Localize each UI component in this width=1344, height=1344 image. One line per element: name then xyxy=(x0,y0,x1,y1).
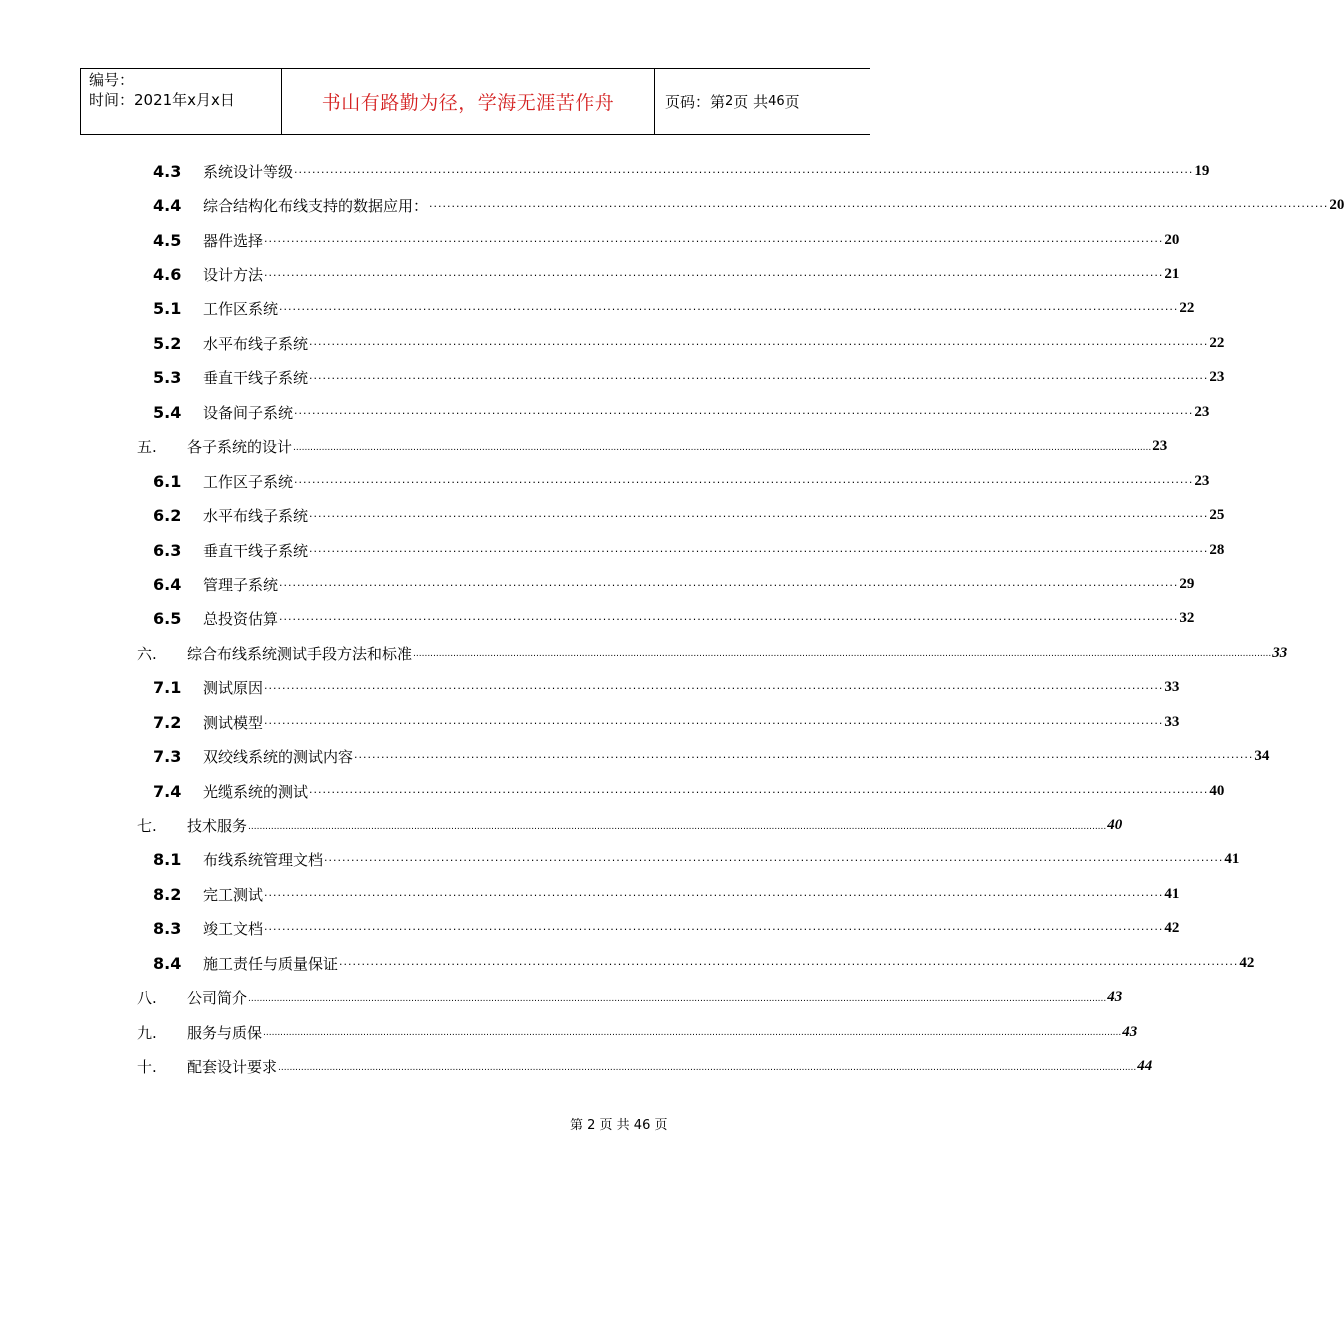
toc-entry-page: 19 xyxy=(1194,162,1210,179)
toc-entry-title: 完工测试 xyxy=(203,885,264,904)
toc-entry[interactable] xyxy=(137,292,1195,326)
toc-entry[interactable] xyxy=(137,877,1180,911)
toc-entry-number: 8.1 xyxy=(153,850,182,870)
toc-dot-leader: ········································································································································································································ xyxy=(429,200,1329,214)
toc-entry-title: 竣工文档 xyxy=(203,920,264,939)
toc-dot-leader: ............................................................................................................................................................................................................................................................................................................ xyxy=(278,1062,1137,1073)
toc-entry-page: 40 xyxy=(1107,817,1123,834)
toc-entry-number: 五. xyxy=(137,438,157,457)
toc-entry-number: 8.2 xyxy=(153,884,182,904)
toc-entry-number: 4.3 xyxy=(153,161,182,181)
toc-entry-number: 六. xyxy=(137,644,157,663)
toc-entry-number: 十. xyxy=(137,1058,157,1077)
toc-entry-page: 22 xyxy=(1179,300,1195,317)
toc-entry-number: 5.2 xyxy=(153,333,182,353)
toc-entry-title: 施工责任与质量保证 xyxy=(203,954,339,973)
toc-entry-title: 技术服务 xyxy=(187,817,248,836)
toc-entry[interactable] xyxy=(137,1049,1153,1083)
toc-dot-leader: ............................................................................................................................................................................................................................................................................................................ xyxy=(248,821,1107,832)
toc-entry[interactable] xyxy=(137,705,1180,739)
toc-entry-page: 28 xyxy=(1209,541,1225,558)
toc-entry-page: 42 xyxy=(1164,920,1180,937)
toc-dot-leader: ········································································································································································································ xyxy=(309,785,1209,799)
toc-entry-number: 九. xyxy=(137,1023,157,1042)
header-meta-cell xyxy=(81,69,282,134)
toc-entry[interactable] xyxy=(137,946,1255,980)
toc-entry[interactable] xyxy=(137,395,1210,429)
toc-entry[interactable] xyxy=(137,257,1180,291)
toc-entry[interactable] xyxy=(137,912,1180,946)
toc-entry-page: 23 xyxy=(1152,438,1168,455)
toc-entry-page: 23 xyxy=(1194,472,1210,489)
toc-entry[interactable] xyxy=(137,774,1225,808)
toc-entry-page: 44 xyxy=(1137,1058,1153,1075)
toc-entry-title: 器件选择 xyxy=(203,231,264,250)
toc-entry[interactable] xyxy=(137,843,1240,877)
toc-entry-title: 布线系统管理文档 xyxy=(203,851,324,870)
toc-entry-number: 4.6 xyxy=(153,265,182,285)
page-prefix: 页码：第 xyxy=(665,93,726,111)
toc-dot-leader: ········································································································································································································ xyxy=(264,888,1164,902)
toc-entry-title: 水平布线子系统 xyxy=(203,334,309,353)
toc-entry-page: 41 xyxy=(1224,851,1240,868)
toc-entry-page: 33 xyxy=(1164,679,1180,696)
motto-text: 书山有路勤为径，学海无涯苦作舟 xyxy=(321,92,615,114)
toc-dot-leader: ········································································································································································································ xyxy=(264,923,1164,937)
toc-entry[interactable] xyxy=(137,223,1180,257)
toc-entry-title: 综合结构化布线支持的数据应用： xyxy=(203,197,429,216)
toc-dot-leader: ········································································································································································································ xyxy=(309,337,1209,351)
toc-dot-leader: ········································································································································································································ xyxy=(264,682,1164,696)
toc-dot-leader: ········································································································································································································ xyxy=(279,613,1179,627)
toc-entry-number: 5.4 xyxy=(153,402,182,422)
toc-entry[interactable] xyxy=(137,808,1123,842)
toc-dot-leader: ········································································································································································································ xyxy=(264,234,1164,248)
header-page-cell xyxy=(655,69,870,134)
toc-dot-leader: ········································································································································································································ xyxy=(294,406,1194,420)
toc-dot-leader: ········································································································································································································ xyxy=(309,372,1209,386)
toc-dot-leader: ········································································································································································································ xyxy=(294,475,1194,489)
toc-dot-leader: ········································································································································································································ xyxy=(309,510,1209,524)
toc-entry-page: 32 xyxy=(1179,610,1195,627)
toc-entry-title: 系统设计等级 xyxy=(203,162,294,181)
toc-entry-page: 23 xyxy=(1194,403,1210,420)
toc-entry-number: 七. xyxy=(137,817,157,836)
toc-dot-leader: ········································································································································································································ xyxy=(309,544,1209,558)
toc-entry-title: 服务与质保 xyxy=(187,1023,263,1042)
toc-entry-number: 6.5 xyxy=(153,609,182,629)
toc-entry-page: 43 xyxy=(1122,1023,1138,1040)
toc-entry-number: 八. xyxy=(137,989,157,1008)
toc-entry-number: 8.4 xyxy=(153,953,182,973)
toc-entry[interactable] xyxy=(137,567,1195,601)
toc-entry-number: 7.3 xyxy=(153,747,182,767)
toc-dot-leader: ········································································································································································································ xyxy=(294,165,1194,179)
page-suffix: 页 xyxy=(784,93,800,111)
toc-dot-leader: ········································································································································································································ xyxy=(264,269,1164,283)
toc-entry-title: 配套设计要求 xyxy=(187,1058,278,1077)
toc-entry[interactable] xyxy=(137,154,1210,188)
toc-dot-leader: ............................................................................................................................................................................................................................................................................................................ xyxy=(413,649,1272,660)
toc-entry[interactable] xyxy=(137,464,1210,498)
toc-entry-title: 工作区子系统 xyxy=(203,472,294,491)
toc-entry-title: 综合布线系统测试手段方法和标准 xyxy=(187,644,413,663)
toc-entry-number: 4.4 xyxy=(153,196,182,216)
toc-entry[interactable] xyxy=(137,533,1225,567)
toc-entry-page: 42 xyxy=(1239,954,1255,971)
toc-dot-leader: ········································································································································································································ xyxy=(264,716,1164,730)
toc-entry-page: 33 xyxy=(1164,713,1180,730)
toc-entry-title: 水平布线子系统 xyxy=(203,507,309,526)
page-mid: 页 共 xyxy=(733,93,769,111)
toc-entry[interactable] xyxy=(137,326,1225,360)
toc-dot-leader: ········································································································································································································ xyxy=(339,957,1239,971)
toc-entry-number: 7.1 xyxy=(153,678,182,698)
toc-dot-leader: ········································································································································································································ xyxy=(324,854,1224,868)
toc-entry[interactable] xyxy=(137,739,1270,773)
toc-entry-page: 43 xyxy=(1107,989,1123,1006)
toc-entry-title: 各子系统的设计 xyxy=(187,438,293,457)
toc-entry-title: 管理子系统 xyxy=(203,575,279,594)
toc-entry-number: 5.3 xyxy=(153,368,182,388)
toc-entry-title: 设备间子系统 xyxy=(203,403,294,422)
toc-dot-leader: ............................................................................................................................................................................................................................................................................................................ xyxy=(248,993,1107,1004)
toc-entry[interactable] xyxy=(137,430,1168,464)
toc-entry-title: 光缆系统的测试 xyxy=(203,782,309,801)
toc-entry-page: 20 xyxy=(1329,197,1344,214)
toc-entry-title: 设计方法 xyxy=(203,266,264,285)
toc-entry-page: 29 xyxy=(1179,575,1195,592)
toc-entry-title: 垂直干线子系统 xyxy=(203,541,309,560)
toc-entry-page: 40 xyxy=(1209,782,1225,799)
footer-page-number: 第 2 页 共 46 页 xyxy=(570,1118,668,1133)
toc-entry[interactable] xyxy=(137,671,1180,705)
toc-entry-title: 公司简介 xyxy=(187,989,248,1008)
toc-entry[interactable] xyxy=(137,188,1344,222)
toc-entry-number: 6.1 xyxy=(153,471,182,491)
toc-entry-page: 20 xyxy=(1164,231,1180,248)
toc-entry-number: 7.2 xyxy=(153,712,182,732)
time-label: 时间：2021年x月x日 xyxy=(89,91,235,109)
toc-entry-number: 6.2 xyxy=(153,506,182,526)
toc-entry-page: 34 xyxy=(1254,748,1270,765)
toc-entry[interactable] xyxy=(137,981,1123,1015)
toc-dot-leader: ········································································································································································································ xyxy=(279,578,1179,592)
toc-entry-page: 23 xyxy=(1209,369,1225,386)
toc-dot-leader: ········································································································································································································ xyxy=(279,303,1179,317)
toc-entry-title: 工作区系统 xyxy=(203,300,279,319)
toc-dot-leader: ............................................................................................................................................................................................................................................................................................................ xyxy=(263,1028,1122,1039)
page-total: 46 xyxy=(768,94,785,109)
toc-entry-page: 41 xyxy=(1164,885,1180,902)
page-current: 2 xyxy=(725,94,734,109)
toc-entry-title: 垂直干线子系统 xyxy=(203,369,309,388)
toc-entry[interactable] xyxy=(137,498,1225,532)
toc-entry-number: 4.5 xyxy=(153,230,182,250)
toc-dot-leader: ········································································································································································································ xyxy=(354,751,1254,765)
toc-entry[interactable] xyxy=(137,361,1225,395)
toc-entry[interactable] xyxy=(137,602,1195,636)
table-of-contents xyxy=(137,154,1344,1084)
toc-entry-title: 测试模型 xyxy=(203,713,264,732)
toc-entry-number: 5.1 xyxy=(153,299,182,319)
toc-entry-title: 总投资估算 xyxy=(203,610,279,629)
number-label: 编号： xyxy=(89,71,135,89)
toc-entry-number: 8.3 xyxy=(153,919,182,939)
toc-entry-number: 6.4 xyxy=(153,574,182,594)
toc-entry-title: 测试原因 xyxy=(203,679,264,698)
toc-entry-number: 7.4 xyxy=(153,781,182,801)
toc-entry-page: 33 xyxy=(1272,644,1288,661)
toc-dot-leader: ............................................................................................................................................................................................................................................................................................................ xyxy=(293,442,1152,453)
toc-entry[interactable] xyxy=(137,636,1288,670)
toc-entry-page: 22 xyxy=(1209,334,1225,351)
toc-entry-page: 21 xyxy=(1164,266,1180,283)
header-motto-cell xyxy=(282,69,655,134)
toc-entry-title: 双绞线系统的测试内容 xyxy=(203,748,354,767)
toc-entry-number: 6.3 xyxy=(153,540,182,560)
toc-entry[interactable] xyxy=(137,1015,1138,1049)
toc-entry-page: 25 xyxy=(1209,507,1225,524)
header-table xyxy=(80,68,870,135)
